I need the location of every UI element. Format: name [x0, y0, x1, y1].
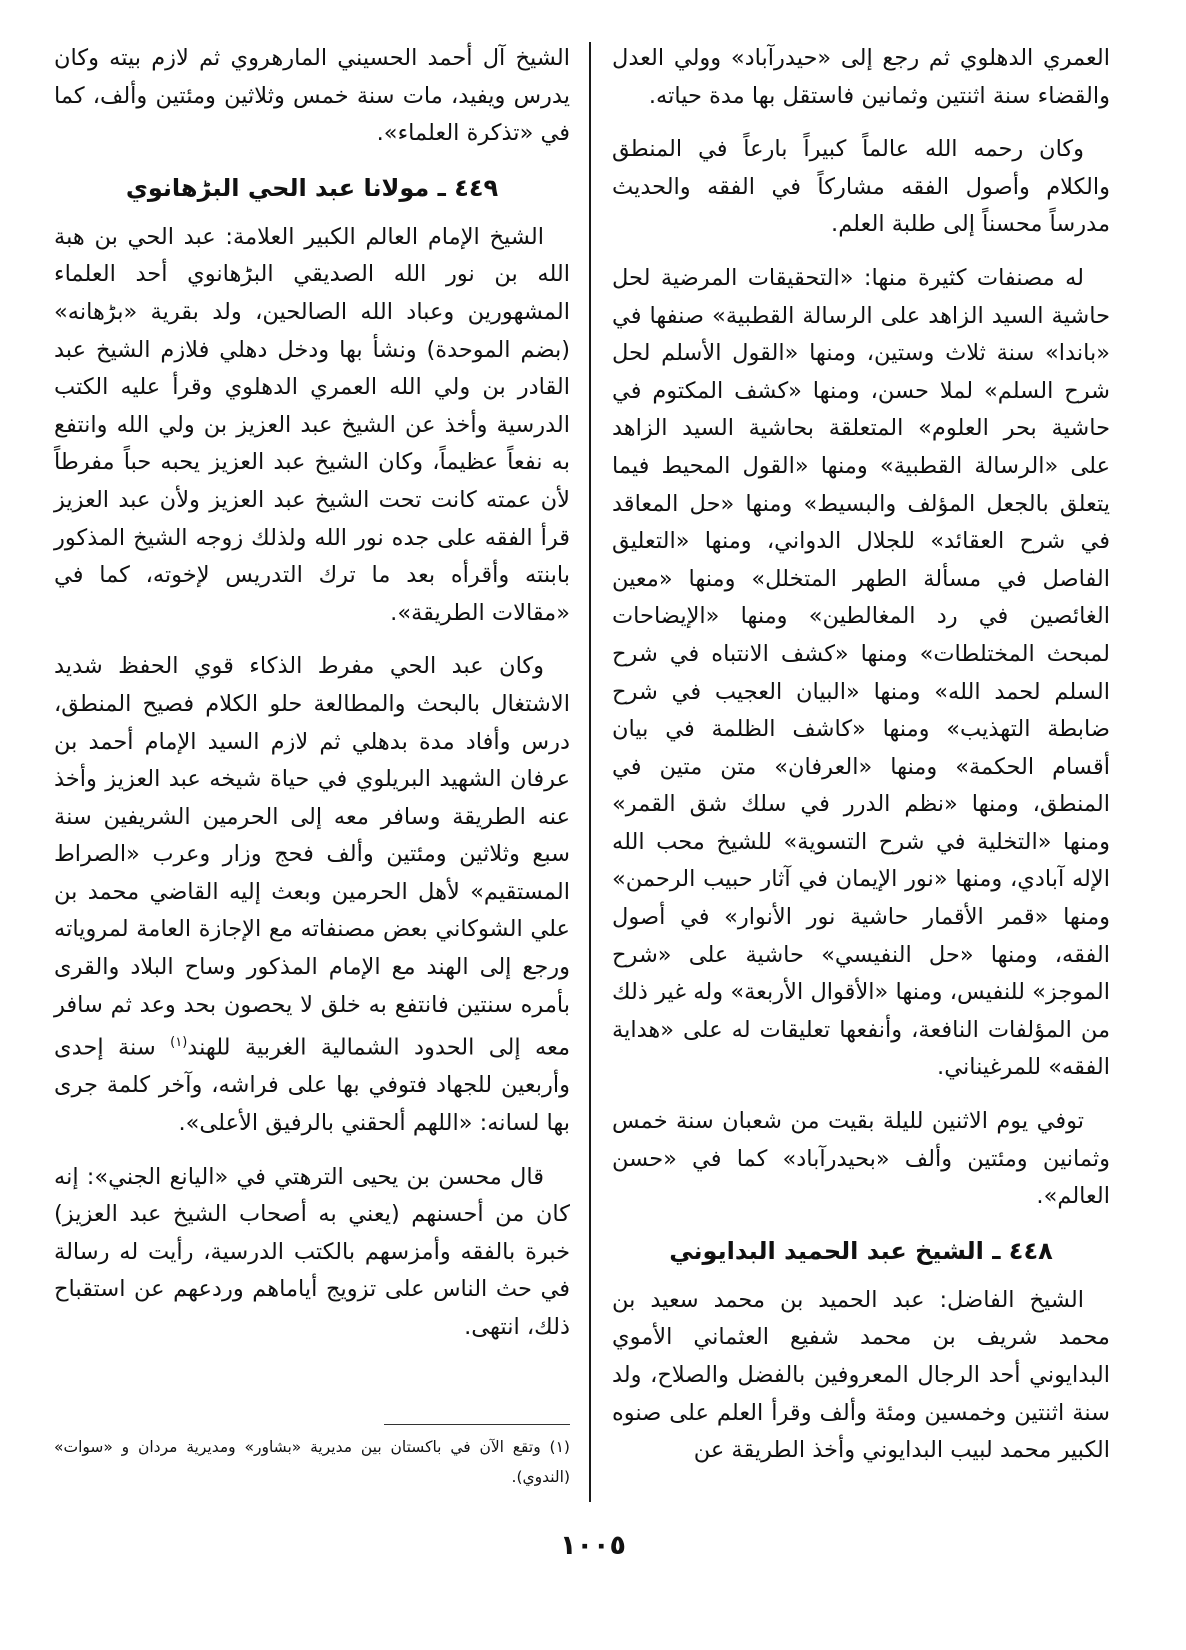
paragraph: له مصنفات كثيرة منها: «التحقيقات المرضية لحل حاشية السيد الزاهد على الرسالة القطبية» صنفها في «باندا» سنة ثلاث وستين، ومنها «القول الأسلم لحل شرح السلم» لملا حسن، ومنها «كشف المكتوم في حاشية بحر العلوم» المتعلقة بحاشية السيد الزاهد على «الرسالة القطبية» ومنها «القول المحيط فيما يتعلق بالجعل المؤلف والبسيط» ومنها «حل المعاقد في شرح العقائد» للجلال الدواني، ومنها «التعليق الفاصل في مسألة الطهر المتخلل» ومنها «معين الغائصين في رد المغالطين» ومنها «الإيضاحات لمبحث المختلطات» ومنها «كشف الانتباه في شرح السلم لحمد الله» ومنها «البيان العجيب في شرح ضابطة التهذيب» ومنها «كاشف الظلمة في بيان أقسام الحكمة» ومنها «العرفان» متن متين في المنطق، ومنها «نظم الدرر في سلك شق القمر» ومنها «التخلية في شرح التسوية» للشيخ محب الله الإله آبادي، ومنها «نور الإيمان في آثار حبيب الرحمن» ومنها «قمر الأقمار حاشية نور الأنوار» في أصول الفقه، ومنها «حل النفيسي» حاشية على «شرح الموجز» للنفيس، ومنها «الأقوال الأربعة» وله غير ذلك من المؤلفات النافعة، وأنفعها تعليقات له على «هداية الفقه» للمرغيناني.	[612, 264, 1110, 1081]
entry-heading: ٤٤٩ ـ مولانا عبد الحي البڑهانوي	[125, 173, 499, 202]
footnote-ref: (١)	[170, 1035, 188, 1051]
paragraph: الشيخ الفاضل: عبد الحميد بن محمد سعيد بن محمد شريف بن محمد شفيع العثماني الأموي البدايوني أحد الرجال المعروفين بالفضل والصلاح، ولد سنة اثنتين وخمسين ومئة وألف وقرأ العلم على صنوه الكبير محمد لبيب البدايوني وأخذ الطريقة عن	[612, 1286, 1110, 1464]
footnote-number: (١)	[549, 1438, 570, 1456]
paragraph: الشيخ آل أحمد الحسيني المارهروي ثم لازم بيته وكان يدرس ويفيد، مات سنة خمس وثلاثين ومئتين وألف، كما في «تذكرة العلماء».	[54, 45, 570, 147]
paragraph: العمري الدهلوي ثم رجع إلى «حيدرآباد» وولي العدل والقضاء سنة اثنتين وثمانين فاستقل بها مدة حياته.	[612, 45, 1110, 109]
paragraph-text: وكان عبد الحي مفرط الذكاء قوي الحفظ شديد الاشتغال بالبحث والمطالعة حلو الكلام فصيح المنطق، درس وأفاد مدة بدهلي ثم لازم السيد الإمام أحمد بن عرفان الشهيد البريلوي في حياة شيخه عبد العزيز وأخذ عنه الطريقة وسافر معه إلى الحرمين الشريفين سنة سبع وثلاثين ومئتين وألف فحج وزار وعرب «الصراط المستقيم» لأهل الحرمين وبعث إليه القاضي محمد بن علي الشوكاني بعض مصنفاته مع الإجازة العامة لمروياته ورجع إلى الهند مع الإمام المذكور وساح البلاد والقرى بأمره سنتين فانتفع به خلق لا يحصون بحد وعد ثم سافر معه إلى الحدود الشمالية الغربية للهند	[54, 653, 571, 1061]
paragraph: قال محسن بن يحيى الترهتي في «اليانع الجني»: إنه كان من أحسنهم (يعني به أصحاب الشيخ عبد العزيز) خبرة بالفقه وأمزسهم بالكتب الدرسية، رأيت له رسالة في حث الناس على تزويج أياماهم وردعهم عن استقباح ذلك، انتهى.	[54, 1163, 570, 1340]
paragraph: توفي يوم الاثنين لليلة بقيت من شعبان سنة خمس وثمانين ومئتين وألف «بحيدرآباد» كما في «حسن العالم».	[612, 1108, 1110, 1210]
paragraph: الشيخ الإمام العالم الكبير العلامة: عبد الحي بن هبة الله بن نور الله الصديقي البڑهانوي أحد العلماء المشهورين وعباد الله الصالحين، ولد بقرية «بڑهانه» (بضم الموحدة) ونشأ بها ودخل دهلي فلازم الشيخ عبد القادر بن ولي الله العمري الدهلوي وقرأ عليه الكتب الدرسية وأخذ عن الشيخ عبد العزيز بن ولي الله وانتفع به نفعاً عظيماً، وكان الشيخ عبد العزيز يحبه حباً مفرطاً لأن عمته كانت تحت الشيخ عبد العزيز ولأن عبد العزيز قرأ الفقه على جده نور الله ولذلك زوجه الشيخ المذكور بابنته وأقرأه بعد ما ترك التدريس لإخوته، كما في «مقالات الطريقة».	[54, 223, 570, 626]
footnote	[54, 1432, 570, 1492]
paragraph-text: سنة إحدى وأربعين للجهاد فتوفي بها على فراشه، وآخر كلمة جرى بها لسانه: «اللهم ألحقني بالرفيق الأعلى».	[54, 1034, 570, 1136]
page-number: ١٠٠٥	[560, 1530, 626, 1561]
left-column	[54, 40, 570, 1363]
paragraph: وكان رحمه الله عالماً كبيراً بارعاً في المنطق والكلام وأصول الفقه مشاركاً في الفقه والحديث مدرساً محسناً إلى طلبة العلم.	[612, 136, 1110, 238]
footnote-rule	[384, 1424, 570, 1425]
right-column	[612, 40, 1110, 1486]
entry-heading: ٤٤٨ ـ الشيخ عبد الحميد البدايوني	[669, 1236, 1053, 1265]
column-divider	[589, 42, 591, 1502]
footnote-text: وتقع الآن في باكستان بين مديرية «بشاور» ومديرية مردان و «سوات» (الندوي).	[54, 1438, 570, 1486]
paragraph	[54, 648, 570, 1142]
